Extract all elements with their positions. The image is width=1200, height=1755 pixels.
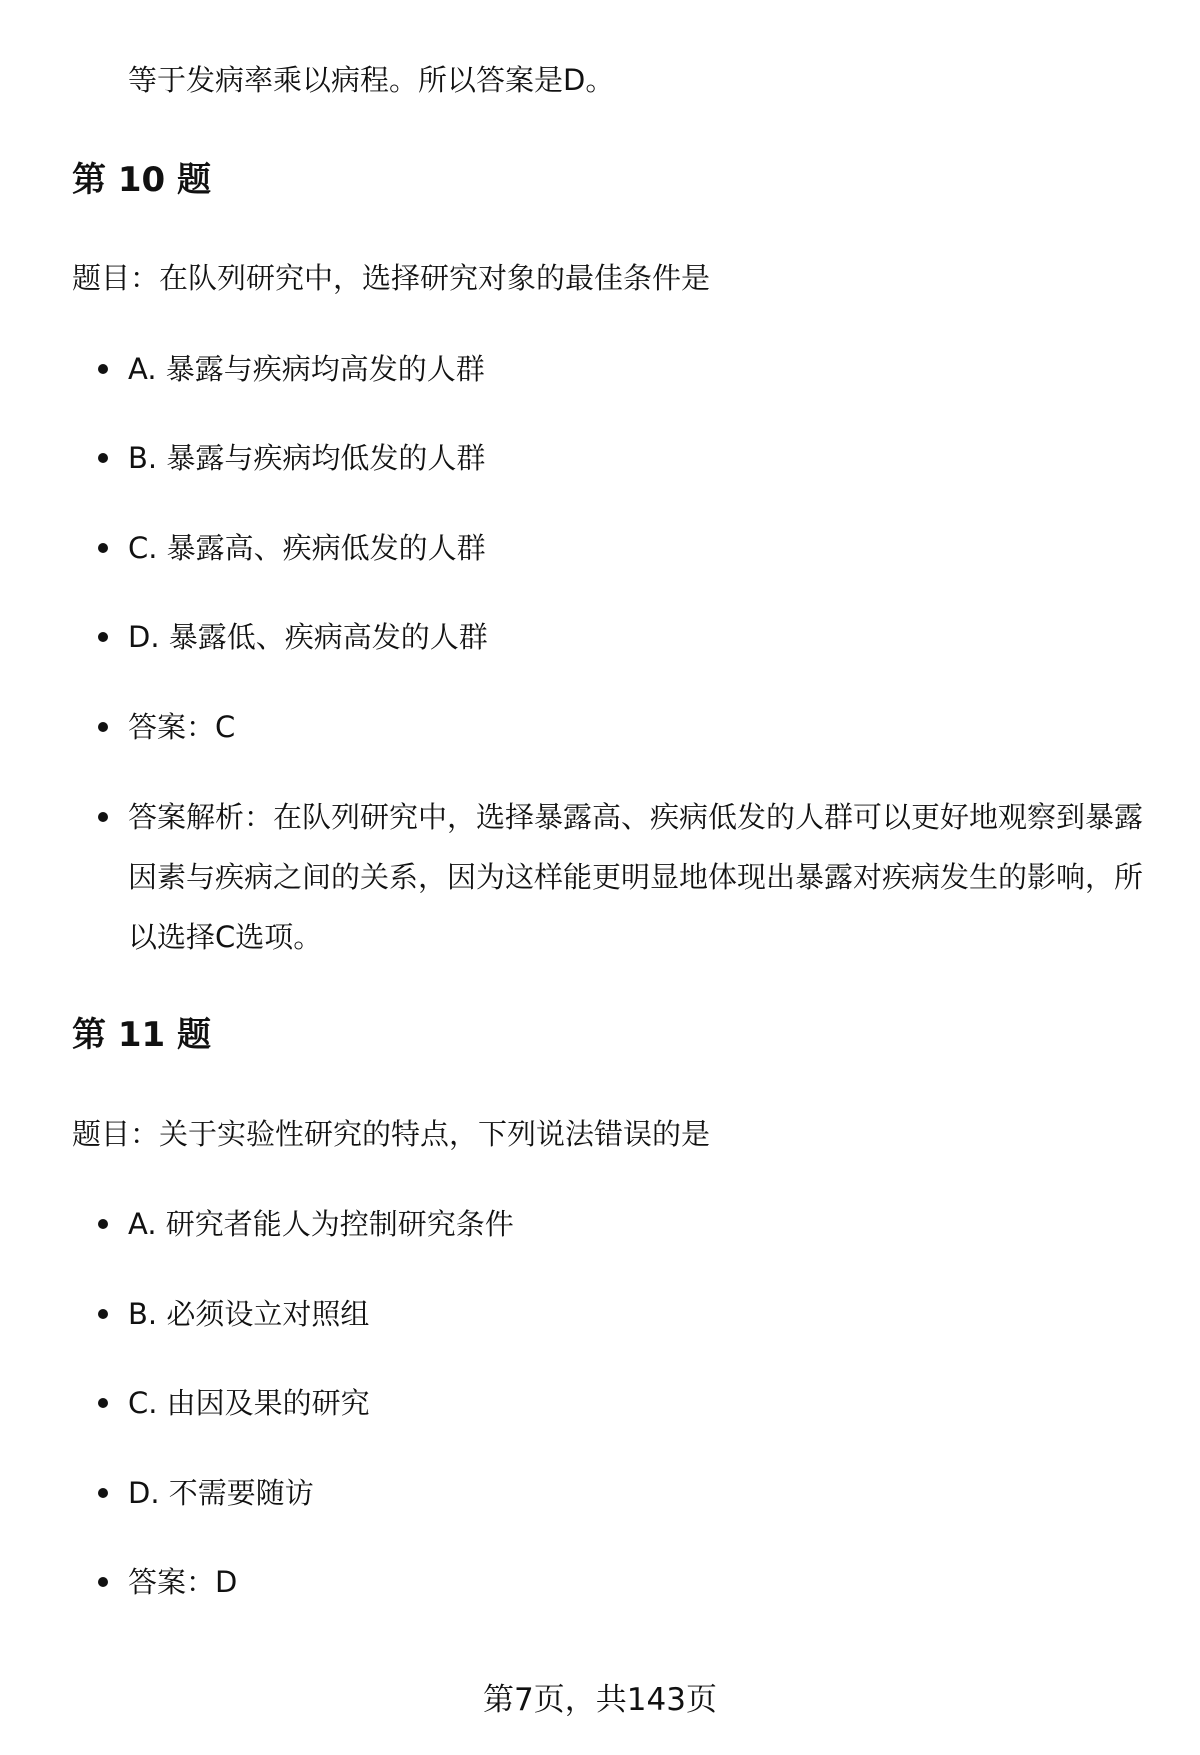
question-11-option-a: A. 研究者能人为控制研究条件 (128, 1194, 1148, 1254)
question-10-option-a: A. 暴露与疾病均高发的人群 (128, 339, 1148, 399)
question-11-option-d: D. 不需要随访 (128, 1463, 1148, 1523)
question-11-heading: 第 11 题 (72, 1015, 211, 1055)
question-10-answer: 答案：C (128, 697, 1148, 757)
question-11-answer: 答案：D (128, 1552, 1148, 1612)
question-11-stem: 题目：关于实验性研究的特点，下列说法错误的是 (72, 1117, 711, 1151)
question-10-heading: 第 10 题 (72, 160, 211, 200)
question-10-option-b: B. 暴露与疾病均低发的人群 (128, 428, 1148, 488)
question-10-stem: 题目：在队列研究中，选择研究对象的最佳条件是 (72, 261, 711, 295)
question-10-option-d: D. 暴露低、疾病高发的人群 (128, 607, 1148, 667)
question-11-option-c: C. 由因及果的研究 (128, 1373, 1148, 1433)
page-footer: 第7页，共143页 (483, 1682, 717, 1718)
question-11-option-b: B. 必须设立对照组 (128, 1284, 1148, 1344)
question-10-analysis: 答案解析：在队列研究中，选择暴露高、疾病低发的人群可以更好地观察到暴露因素与疾病之间的关系，因为这样能更明显地体现出暴露对疾病发生的影响，所以选择C选项。 (128, 787, 1148, 967)
question-10-option-c: C. 暴露高、疾病低发的人群 (128, 518, 1148, 578)
continuation-text: 等于发病率乘以病程。所以答案是D。 (128, 63, 615, 97)
